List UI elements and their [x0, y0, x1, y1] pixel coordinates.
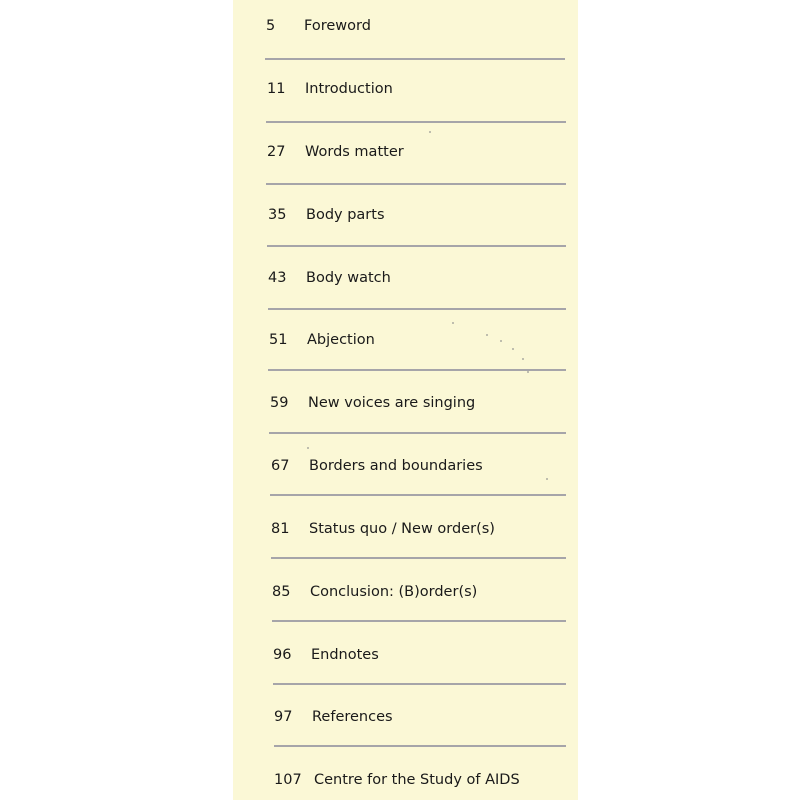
scan-speck — [500, 340, 502, 342]
toc-entry — [269, 325, 375, 355]
toc-page-number: 35 — [268, 207, 287, 223]
toc-entry — [271, 514, 495, 544]
toc-divider — [267, 245, 566, 247]
toc-page-number: 5 — [266, 18, 276, 34]
toc-entry — [270, 388, 475, 418]
toc-divider — [269, 432, 566, 434]
scan-speck — [452, 322, 454, 324]
toc-divider — [274, 745, 566, 747]
scan-speck — [429, 131, 431, 133]
toc-entry — [268, 200, 385, 230]
scan-speck — [546, 478, 548, 480]
toc-entry — [268, 263, 391, 293]
toc-title: Conclusion: (B)order(s) — [310, 584, 478, 600]
toc-page-number: 67 — [271, 458, 290, 474]
toc-divider — [270, 494, 566, 496]
toc-divider — [271, 557, 566, 559]
scan-speck — [522, 358, 524, 360]
toc-divider — [268, 369, 566, 371]
toc-entry — [267, 74, 393, 104]
toc-entry — [273, 640, 379, 670]
toc-page-number: 96 — [273, 647, 292, 663]
toc-page-number: 11 — [267, 81, 286, 97]
scan-speck — [512, 348, 514, 350]
scan-speck — [307, 447, 309, 449]
toc-title: New voices are singing — [308, 395, 476, 411]
toc-title: Endnotes — [311, 647, 379, 663]
toc-entry — [271, 451, 483, 481]
toc-page-number: 43 — [268, 270, 287, 286]
toc-title: Status quo / New order(s) — [309, 521, 495, 537]
toc-page-number: 85 — [272, 584, 291, 600]
toc-entry — [272, 577, 477, 607]
toc-title: References — [312, 709, 393, 725]
toc-divider — [266, 183, 566, 185]
toc-divider — [266, 121, 566, 123]
toc-page-number: 51 — [269, 332, 288, 348]
toc-page-number: 107 — [274, 772, 302, 788]
toc-title: Words matter — [305, 144, 404, 160]
toc-title: Body parts — [306, 207, 385, 223]
toc-divider — [265, 58, 565, 60]
toc-divider — [268, 308, 566, 310]
toc-divider — [272, 620, 566, 622]
toc-page-number: 59 — [270, 395, 289, 411]
toc-entry — [274, 702, 393, 732]
toc-title: Borders and boundaries — [309, 458, 483, 474]
toc-page-number: 27 — [267, 144, 286, 160]
toc-title: Introduction — [305, 81, 393, 97]
scan-speck — [527, 371, 529, 373]
toc-title: Abjection — [307, 332, 375, 348]
toc-title: Centre for the Study of AIDS — [314, 772, 520, 788]
toc-divider — [273, 683, 566, 685]
toc-entry — [266, 11, 371, 41]
toc-page-number: 97 — [274, 709, 293, 725]
toc-title: Body watch — [306, 270, 391, 286]
scan-speck — [486, 334, 488, 336]
toc-entry — [274, 765, 520, 795]
toc-entry — [267, 137, 404, 167]
toc-page-number: 81 — [271, 521, 290, 537]
toc-title: Foreword — [304, 18, 371, 34]
